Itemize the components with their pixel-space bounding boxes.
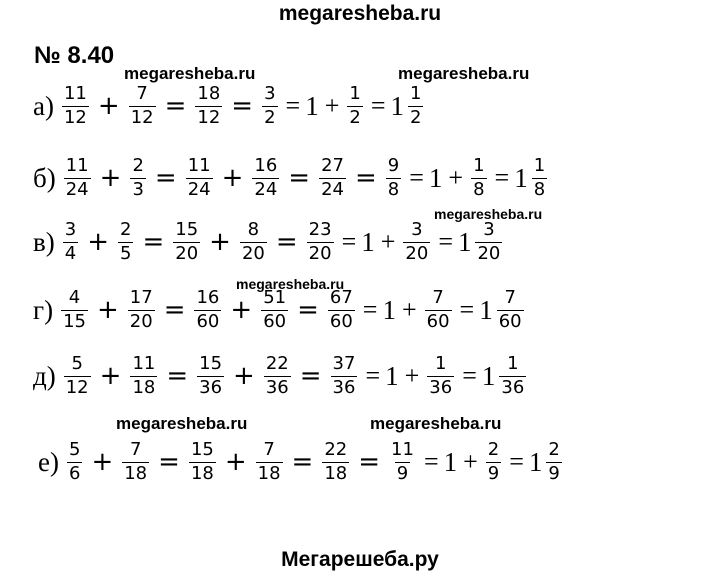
denominator: 3 <box>132 178 144 200</box>
numerator: 7 <box>263 439 275 460</box>
whole-part: 1 <box>390 90 405 121</box>
numerator: 1 <box>473 155 485 176</box>
equals-sign: = <box>164 91 187 122</box>
fraction <box>347 85 362 128</box>
numerator: 17 <box>129 287 153 308</box>
whole-part: 1 <box>481 360 496 391</box>
whole-part: 1 <box>514 162 528 193</box>
denominator: 36 <box>199 376 223 398</box>
fraction-part <box>497 289 524 332</box>
denominator: 6 <box>68 462 81 484</box>
denominator: 20 <box>129 310 153 332</box>
fraction <box>322 441 349 484</box>
whole-number: 1 <box>305 90 319 121</box>
equals-sign: = <box>409 163 424 193</box>
denominator: 9 <box>548 462 560 484</box>
whole-number: 1 <box>382 294 396 325</box>
mixed-number <box>391 85 427 128</box>
fraction <box>61 289 88 332</box>
fraction <box>319 157 346 200</box>
plus-sign: + <box>96 295 119 326</box>
numerator: 1 <box>435 353 447 374</box>
watermark: megaresheba.ru <box>124 64 256 83</box>
numerator: 1 <box>507 353 519 374</box>
item-label: а) <box>33 90 54 121</box>
equals-sign: = <box>423 447 439 477</box>
numerator: 2 <box>548 439 560 460</box>
numerator: 5 <box>68 439 81 460</box>
numerator: 37 <box>332 353 356 374</box>
numerator: 22 <box>265 353 289 374</box>
denominator: 20 <box>405 242 429 264</box>
numerator: 22 <box>324 439 348 460</box>
mixed-number <box>514 157 550 200</box>
denominator: 8 <box>533 178 546 200</box>
fraction-part <box>546 441 561 484</box>
numerator: 7 <box>432 287 444 308</box>
denominator: 4 <box>64 242 77 264</box>
equals-sign: = <box>154 163 177 194</box>
equals-sign: = <box>231 91 254 122</box>
equals-sign: = <box>459 295 475 325</box>
denominator: 60 <box>329 310 353 332</box>
denominator: 60 <box>263 310 287 332</box>
item-label: г) <box>33 294 54 325</box>
fraction <box>63 221 78 264</box>
equation-row-d <box>33 355 529 398</box>
equals-sign: = <box>462 361 477 391</box>
fraction <box>129 85 156 128</box>
numerator: 67 <box>329 287 353 308</box>
fraction <box>194 289 221 332</box>
equals-sign: = <box>158 447 180 478</box>
fraction <box>67 441 82 484</box>
equals-sign: = <box>355 163 377 194</box>
equals-sign: = <box>297 295 319 326</box>
numerator: 5 <box>71 353 83 374</box>
fraction <box>425 289 452 332</box>
fraction <box>262 85 277 128</box>
equals-sign: = <box>358 447 381 478</box>
denominator: 12 <box>65 376 89 398</box>
denominator: 2 <box>349 106 361 128</box>
numerator: 3 <box>64 219 77 240</box>
item-label: е) <box>38 446 59 477</box>
equals-sign: = <box>341 227 357 257</box>
fraction <box>64 355 91 398</box>
plus-sign: + <box>97 91 120 122</box>
plus-sign: + <box>221 163 244 194</box>
fraction <box>128 289 155 332</box>
fraction <box>173 221 200 264</box>
equals-sign: = <box>291 447 314 478</box>
equation-row-b <box>33 157 550 200</box>
plus-sign: + <box>324 91 340 121</box>
whole-number: 1 <box>428 162 443 193</box>
numerator: 23 <box>308 219 332 240</box>
fraction <box>64 157 91 200</box>
numerator: 1 <box>349 83 361 104</box>
mixed-number <box>479 289 526 332</box>
denominator: 18 <box>132 376 156 398</box>
fraction <box>62 85 89 128</box>
fraction <box>403 221 430 264</box>
item-label: б) <box>33 162 56 193</box>
equals-sign: = <box>299 361 322 392</box>
fraction <box>195 85 222 128</box>
mixed-number <box>482 355 529 398</box>
numerator: 18 <box>197 83 221 104</box>
denominator: 12 <box>63 106 87 128</box>
fraction <box>252 157 279 200</box>
fraction <box>471 157 486 200</box>
denominator: 20 <box>241 242 265 264</box>
fraction-part <box>532 157 547 200</box>
denominator: 60 <box>426 310 450 332</box>
denominator: 9 <box>487 462 500 484</box>
equals-sign: = <box>509 447 524 477</box>
numerator: 16 <box>254 155 278 176</box>
watermark: megaresheba.ru <box>398 64 530 83</box>
denominator: 20 <box>477 242 501 264</box>
plus-sign: + <box>91 447 114 478</box>
denominator: 12 <box>197 106 221 128</box>
plus-sign: + <box>230 295 253 326</box>
mixed-number <box>529 441 565 484</box>
denominator: 15 <box>63 310 86 332</box>
denominator: 60 <box>196 310 220 332</box>
fraction <box>256 441 283 484</box>
fraction-part <box>408 85 423 128</box>
problem-number: № 8.40 <box>34 42 115 69</box>
watermark: megaresheba.ru <box>434 206 543 222</box>
denominator: 24 <box>254 178 278 200</box>
denominator: 24 <box>187 178 211 200</box>
mixed-number <box>458 221 505 264</box>
plus-sign: + <box>233 361 255 392</box>
denominator: 60 <box>498 310 522 332</box>
denominator: 20 <box>175 242 199 264</box>
fraction <box>122 441 149 484</box>
plus-sign: + <box>448 163 464 193</box>
numerator: 7 <box>136 83 148 104</box>
denominator: 18 <box>190 462 214 484</box>
fraction-part <box>499 355 526 398</box>
plus-sign: + <box>401 295 417 325</box>
equals-sign: = <box>163 295 186 326</box>
whole-part: 1 <box>479 294 493 325</box>
numerator: 27 <box>321 155 344 176</box>
equals-sign: = <box>285 91 301 121</box>
fraction <box>118 221 133 264</box>
numerator: 15 <box>190 439 214 460</box>
numerator: 7 <box>129 439 142 460</box>
denominator: 36 <box>332 376 356 398</box>
numerator: 4 <box>68 287 81 308</box>
numerator: 9 <box>387 155 400 176</box>
numerator: 51 <box>263 287 287 308</box>
denominator: 12 <box>130 106 154 128</box>
whole-number: 1 <box>385 360 399 391</box>
fraction <box>189 441 216 484</box>
numerator: 15 <box>175 219 199 240</box>
numerator: 3 <box>264 83 276 104</box>
fraction <box>261 289 288 332</box>
fraction <box>197 355 224 398</box>
numerator: 2 <box>487 439 500 460</box>
numerator: 16 <box>196 287 220 308</box>
numerator: 3 <box>483 219 495 240</box>
denominator: 24 <box>321 178 344 200</box>
numerator: 11 <box>65 155 89 176</box>
fraction <box>486 441 501 484</box>
fraction <box>264 355 291 398</box>
equation-row-g <box>33 289 527 332</box>
denominator: 9 <box>396 462 409 484</box>
fraction <box>186 157 213 200</box>
plus-sign: + <box>87 227 109 258</box>
plus-sign: + <box>404 361 420 391</box>
plus-sign: + <box>209 227 231 258</box>
equation-row-v <box>33 221 505 264</box>
plus-sign: + <box>224 447 247 478</box>
numerator: 2 <box>120 219 132 240</box>
equals-sign: = <box>362 295 378 325</box>
equals-sign: = <box>288 163 311 194</box>
fraction <box>427 355 454 398</box>
equals-sign: = <box>142 227 165 258</box>
fraction-part <box>475 221 502 264</box>
equals-sign: = <box>166 361 189 392</box>
numerator: 1 <box>410 83 422 104</box>
denominator: 36 <box>501 376 525 398</box>
denominator: 24 <box>65 178 89 200</box>
watermark: megaresheba.ru <box>236 276 345 292</box>
plus-sign: + <box>463 447 478 477</box>
denominator: 20 <box>308 242 332 264</box>
fraction <box>386 157 401 200</box>
numerator: 11 <box>391 439 414 460</box>
equals-sign: = <box>438 227 453 257</box>
fraction <box>331 355 358 398</box>
denominator: 8 <box>387 178 400 200</box>
site-footer: Мегарешеба.ру <box>281 548 439 571</box>
whole-number: 1 <box>361 226 375 257</box>
whole-number: 1 <box>443 446 458 477</box>
item-label: д) <box>33 360 56 391</box>
equals-sign: = <box>275 227 298 258</box>
fraction <box>328 289 355 332</box>
fraction <box>240 221 267 264</box>
denominator: 2 <box>410 106 422 128</box>
equation-row-e <box>38 441 565 484</box>
denominator: 18 <box>324 462 348 484</box>
equation-row-a <box>33 85 426 128</box>
equals-sign: = <box>494 163 510 193</box>
denominator: 2 <box>264 106 276 128</box>
numerator: 8 <box>247 219 260 240</box>
fraction <box>130 157 145 200</box>
denominator: 18 <box>257 462 281 484</box>
fraction <box>389 441 416 484</box>
numerator: 15 <box>199 353 223 374</box>
numerator: 1 <box>533 155 546 176</box>
plus-sign: + <box>380 227 396 257</box>
equals-sign: = <box>365 361 381 391</box>
plus-sign: + <box>99 361 122 392</box>
plus-sign: + <box>99 163 122 194</box>
numerator: 11 <box>187 155 211 176</box>
watermark: megaresheba.ru <box>370 414 502 433</box>
numerator: 11 <box>132 353 156 374</box>
equals-sign: = <box>370 91 386 121</box>
denominator: 36 <box>429 376 453 398</box>
denominator: 18 <box>124 462 148 484</box>
denominator: 5 <box>120 242 132 264</box>
numerator: 11 <box>63 83 87 104</box>
denominator: 36 <box>265 376 289 398</box>
denominator: 8 <box>473 178 485 200</box>
site-header: megaresheba.ru <box>278 2 442 25</box>
item-label: в) <box>33 226 55 257</box>
numerator: 2 <box>132 155 144 176</box>
whole-part: 1 <box>528 446 543 477</box>
whole-part: 1 <box>457 226 472 257</box>
watermark: megaresheba.ru <box>116 414 248 433</box>
fraction <box>307 221 334 264</box>
numerator: 7 <box>504 287 516 308</box>
numerator: 3 <box>411 219 423 240</box>
fraction <box>130 355 157 398</box>
